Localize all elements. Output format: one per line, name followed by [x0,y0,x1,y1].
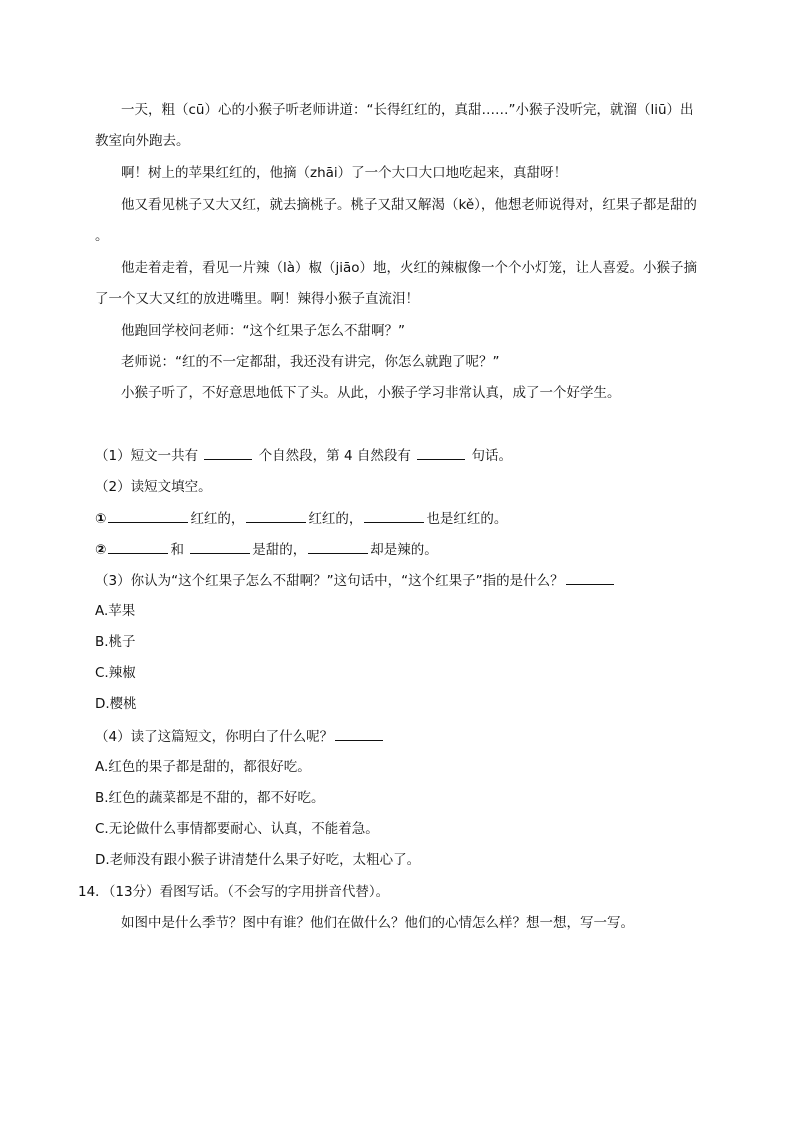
story-paragraph-4-line-1: 他走着走着，看见一片辣（là）椒（jiāo）地，火红的辣椒像一个个小灯笼，让人喜爱。小猴子摘 [121,260,698,276]
question-2-row-2 [95,540,438,559]
story-paragraph-6: 老师说：“红的不一定都甜，我还没有讲完，你怎么就跑了呢？” [121,354,500,370]
question-3-option-b: B.桃子 [95,634,136,650]
question-4-option-a: A.红色的果子都是甜的，都很好吃。 [95,759,311,775]
story-paragraph-5: 他跑回学校问老师：“这个红果子怎么不甜啊？” [121,323,405,339]
question-2-row-1 [95,509,507,528]
story-paragraph-3-line-1: 他又看见桃子又大又红，就去摘桃子。桃子又甜又解渴（kě），他想老师说得对，红果子都是甜的 [121,197,697,213]
question-3-option-a: A.苹果 [95,603,136,619]
answer-blank-sentence-count[interactable] [417,446,465,460]
row-1-text-b: 红红的， [308,511,363,527]
answer-blank-2-2-b[interactable] [190,540,250,554]
question-1 [95,446,512,465]
question-3-text: （3）你认为“这个红果子怎么不甜啊？”这句话中，“这个红果子”指的是什么？ [95,573,564,589]
question-3-option-c: C.辣椒 [95,665,136,681]
story-paragraph-1-line-2: 教室向外跑去。 [95,133,190,149]
answer-blank-4[interactable] [335,727,383,741]
story-paragraph-3-line-2: 。 [95,228,109,244]
row-2-text-b: 是甜的， [252,542,307,558]
story-paragraph-1-line-1: 一天，粗（cū）心的小猴子听老师讲道：“长得红红的，真甜……”小猴子没听完，就溜（liū）出 [121,102,694,118]
answer-blank-2-2-c[interactable] [308,540,368,554]
answer-blank-paragraph-count[interactable] [204,446,252,460]
answer-blank-2-2-a[interactable] [108,540,168,554]
question-1-text-b: 个自然段，第 4 自然段有 [258,448,411,464]
row-2-text-a: 和 [170,542,184,558]
answer-blank-2-1-c[interactable] [364,509,424,523]
story-paragraph-4-line-2: 了一个又大又红的放进嘴里。啊！辣得小猴子直流泪！ [95,291,419,307]
question-4-option-d: D.老师没有跟小猴子讲清楚什么果子好吃，太粗心了。 [95,852,421,868]
question-1-text-a: （1）短文一共有 [95,448,199,464]
answer-blank-3[interactable] [566,571,614,585]
row-number-1: ① [95,511,107,527]
question-3-option-d: D.樱桃 [95,696,137,712]
answer-blank-2-1-a[interactable] [108,509,188,523]
question-14-prompt: 如图中是什么季节？图中有谁？他们在做什么？他们的心情怎么样？想一想，写一写。 [121,915,634,931]
answer-blank-2-1-b[interactable] [246,509,306,523]
row-2-text-c: 却是辣的。 [370,542,438,558]
row-1-text-a: 红红的， [190,511,245,527]
question-14-title: 14．（13分）看图写话。（不会写的字用拼音代替）。 [78,884,390,900]
question-4-option-c: C.无论做什么事情都要耐心、认真，不能着急。 [95,821,379,837]
question-3 [95,571,616,590]
question-4-text: （4）读了这篇短文，你明白了什么呢？ [95,729,334,745]
question-4-option-b: B.红色的蔬菜都是不甜的，都不好吃。 [95,790,325,806]
question-2-title: （2）读短文填空。 [95,479,212,495]
row-number-2: ② [95,542,107,558]
row-1-text-c: 也是红红的。 [426,511,508,527]
story-paragraph-7: 小猴子听了，不好意思地低下了头。从此，小猴子学习非常认真，成了一个好学生。 [121,385,621,401]
question-1-text-c: 句话。 [471,448,512,464]
story-paragraph-2: 啊！树上的苹果红红的，他摘（zhāi）了一个大口大口地吃起来，真甜呀！ [121,165,568,181]
question-4 [95,727,385,746]
